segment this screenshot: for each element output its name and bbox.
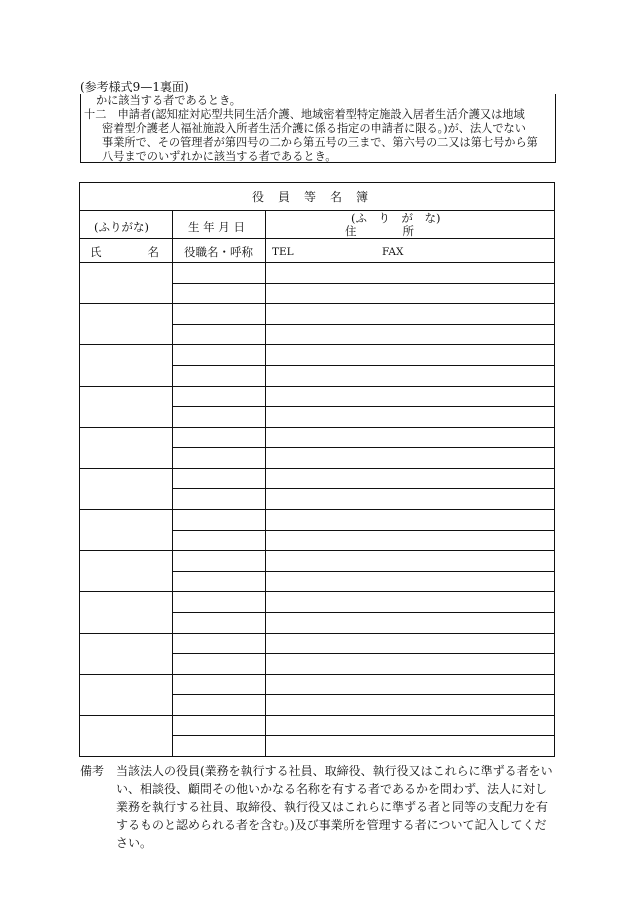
row-subdivider [172, 612, 554, 613]
row-subdivider [172, 447, 554, 448]
row-subdivider [172, 735, 554, 736]
officer-name-cell[interactable] [80, 386, 172, 427]
row-subdivider [172, 283, 554, 284]
officer-name-cell[interactable] [80, 344, 172, 385]
officer-dob-or-tel-cell[interactable] [172, 303, 554, 324]
clause-line-3: 密着型介護老人福祉施設入所者生活介護に係る指定の申請者に限る。)が、法人でない [102, 122, 526, 135]
officer-position-or-address-cell[interactable] [172, 571, 554, 592]
officer-position-or-address-cell[interactable] [172, 283, 554, 304]
officer-position-or-address-cell[interactable] [172, 488, 554, 509]
officer-dob-or-tel-cell[interactable] [172, 550, 554, 571]
officer-position-or-address-cell[interactable] [172, 324, 554, 345]
header-address: 住 所 [345, 224, 414, 238]
divider-header [80, 238, 554, 239]
officer-name-cell[interactable] [80, 468, 172, 509]
clause-line-4: 事業所で、その管理者が第四号の二から第五号の三まで、第六号の二又は第七号から第 [102, 136, 538, 149]
officer-position-or-address-cell[interactable] [172, 653, 554, 674]
officer-position-or-address-cell[interactable] [172, 447, 554, 468]
remarks-text: 当該法人の役員(業務を執行する社員、取締役、執行役又はこれらに準ずる者をいい、相談役、顧問その他いかなる名称を有する者であるかを問わず、法人に対し業務を執行する社員、取締役、執行役又はこれらに準ずる者と同等の支配力を有するものと認められる者を含む。)及び事業所を管理する者について記入してください。 [116, 764, 553, 850]
row-subdivider [172, 653, 554, 654]
header-fax: FAX [382, 246, 404, 258]
officer-dob-or-tel-cell[interactable] [172, 509, 554, 530]
officer-dob-or-tel-cell[interactable] [172, 715, 554, 736]
officer-position-or-address-cell[interactable] [172, 530, 554, 551]
officer-position-or-address-cell[interactable] [172, 694, 554, 715]
officer-dob-or-tel-cell[interactable] [172, 633, 554, 654]
row-subdivider [172, 571, 554, 572]
officer-position-or-address-cell[interactable] [172, 365, 554, 386]
form-reference: (参考様式9—1裏面) [80, 80, 189, 94]
officer-dob-or-tel-cell[interactable] [172, 262, 554, 283]
header-name: 氏 名 [90, 245, 159, 259]
officer-dob-or-tel-cell[interactable] [172, 674, 554, 695]
officer-name-cell[interactable] [80, 674, 172, 715]
row-subdivider [172, 694, 554, 695]
officer-position-or-address-cell[interactable] [172, 406, 554, 427]
header-position: 役職名・呼称 [184, 245, 253, 259]
officer-name-cell[interactable] [80, 427, 172, 468]
roster-title: 役員等名簿 [80, 183, 554, 211]
officer-name-cell[interactable] [80, 715, 172, 756]
officer-name-cell[interactable] [80, 303, 172, 344]
row-subdivider [172, 365, 554, 366]
officer-name-cell[interactable] [80, 591, 172, 632]
remarks-label: 備考 [80, 764, 105, 778]
officer-name-cell[interactable] [80, 550, 172, 591]
clause-line-2: 十二 申請者(認知症対応型共同生活介護、地域密着型特定施設入居者生活介護又は地域 [84, 108, 525, 121]
officer-roster-table [79, 182, 555, 757]
clause-line-1: かに該当する者であるとき。 [96, 94, 241, 107]
officer-dob-or-tel-cell[interactable] [172, 386, 554, 407]
officer-name-cell[interactable] [80, 633, 172, 674]
officer-dob-or-tel-cell[interactable] [172, 468, 554, 489]
officer-position-or-address-cell[interactable] [172, 612, 554, 633]
row-subdivider [172, 530, 554, 531]
row-subdivider [172, 324, 554, 325]
header-furigana: (ふりがな) [94, 220, 149, 234]
prior-clause-box [80, 94, 556, 163]
officer-dob-or-tel-cell[interactable] [172, 427, 554, 448]
row-subdivider [172, 406, 554, 407]
officer-name-cell[interactable] [80, 262, 172, 303]
officer-dob-or-tel-cell[interactable] [172, 591, 554, 612]
header-tel: TEL [272, 246, 294, 258]
header-address-furigana: (ふ り が な) [351, 211, 441, 225]
officer-position-or-address-cell[interactable] [172, 735, 554, 756]
clause-line-5: 八号までのいずれかに該当する者であるとき。 [102, 150, 337, 163]
row-subdivider [172, 488, 554, 489]
header-date-of-birth: 生 年 月 日 [188, 220, 245, 234]
officer-name-cell[interactable] [80, 509, 172, 550]
officer-dob-or-tel-cell[interactable] [172, 344, 554, 365]
